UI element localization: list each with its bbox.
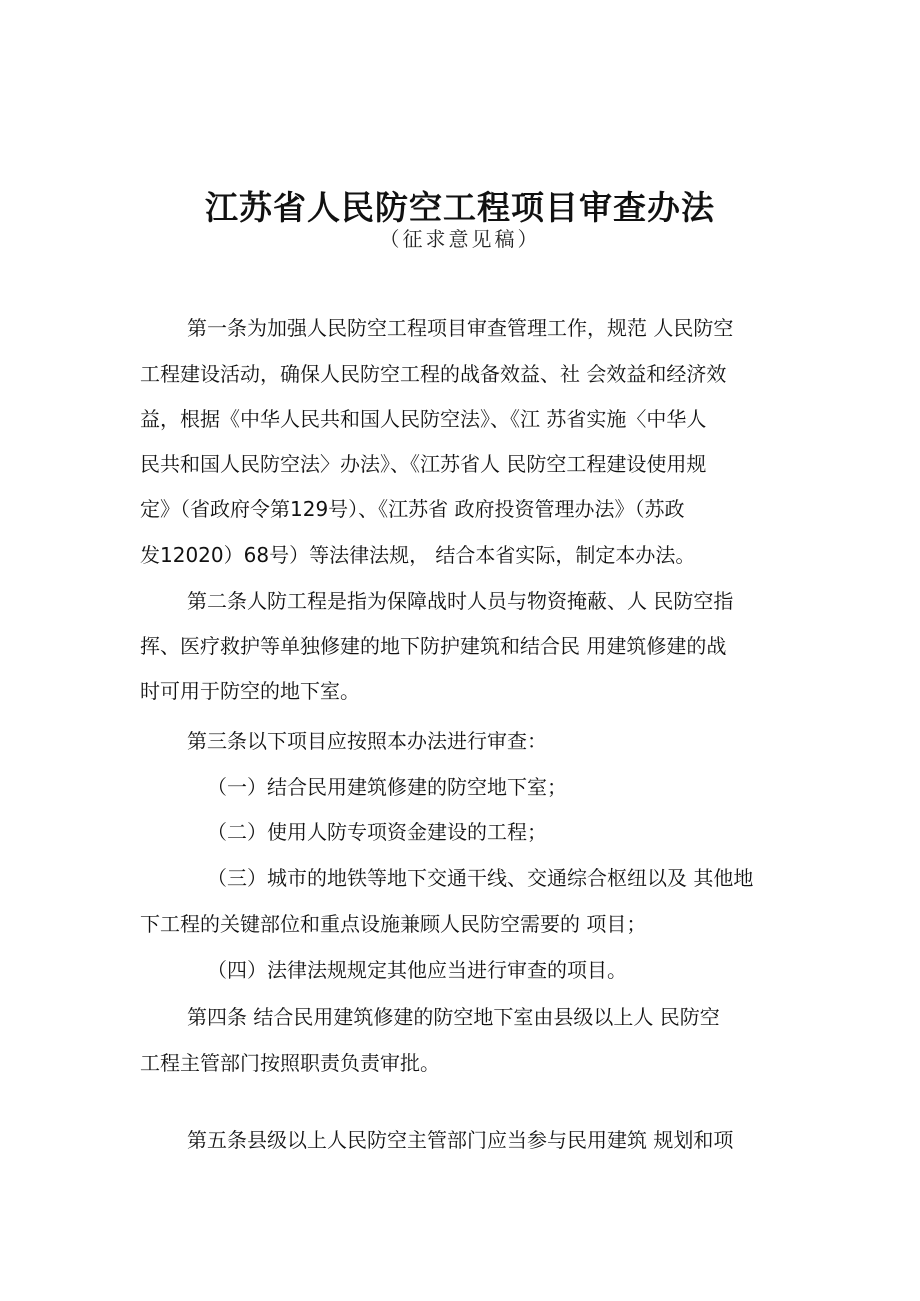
body-line: 定》（省政府令第129号）、《江苏省 政府投资管理办法》（苏政 xyxy=(140,497,685,521)
body-line: 第三条以下项目应按照本办法进行审查： xyxy=(187,729,547,753)
document-subtitle: （征求意见稿） xyxy=(379,227,541,251)
list-item: （二）使用人防专项资金建设的工程； xyxy=(207,820,547,844)
body-line: 工程建设活动，确保人民防空工程的战备效益、社 会效益和经济效 xyxy=(140,362,727,386)
list-item: （三）城市的地铁等地下交通干线、交通综合枢纽以及 其他地 xyxy=(207,866,754,890)
body-line: 下工程的关键部位和重点设施兼顾人民防空需要的 项目； xyxy=(140,912,647,936)
list-item: （一）结合民用建筑修建的防空地下室； xyxy=(207,775,567,799)
body-line: 益，根据《中华人民共和国人民防空法》、《江 苏省实施〈中华人 xyxy=(140,407,707,431)
list-item: （四）法律法规规定其他应当进行审查的项目。 xyxy=(207,958,627,982)
body-line: 第二条人防工程是指为保障战时人员与物资掩蔽、人 民防空指 xyxy=(187,589,734,613)
body-line: 时可用于防空的地下室。 xyxy=(140,679,360,703)
body-line: 第一条为加强人民防空工程项目审查管理工作，规范 人民防空 xyxy=(187,316,734,340)
body-line: 第四条 结合民用建筑修建的防空地下室由县级以上人 民防空 xyxy=(187,1005,720,1029)
body-line: 发12020）68号）等法律法规， 结合本省实际，制定本办法。 xyxy=(140,543,696,567)
document-title: 江苏省人民防空工程项目审查办法 xyxy=(205,188,715,228)
body-line: 第五条县级以上人民防空主管部门应当参与民用建筑 规划和项 xyxy=(187,1128,734,1152)
body-line: 民共和国人民防空法〉办法》、《江苏省人 民防空工程建设使用规 xyxy=(140,452,707,476)
body-line: 挥、医疗救护等单独修建的地下防护建筑和结合民 用建筑修建的战 xyxy=(140,634,727,658)
body-line: 工程主管部门按照职责负责审批。 xyxy=(140,1051,440,1075)
